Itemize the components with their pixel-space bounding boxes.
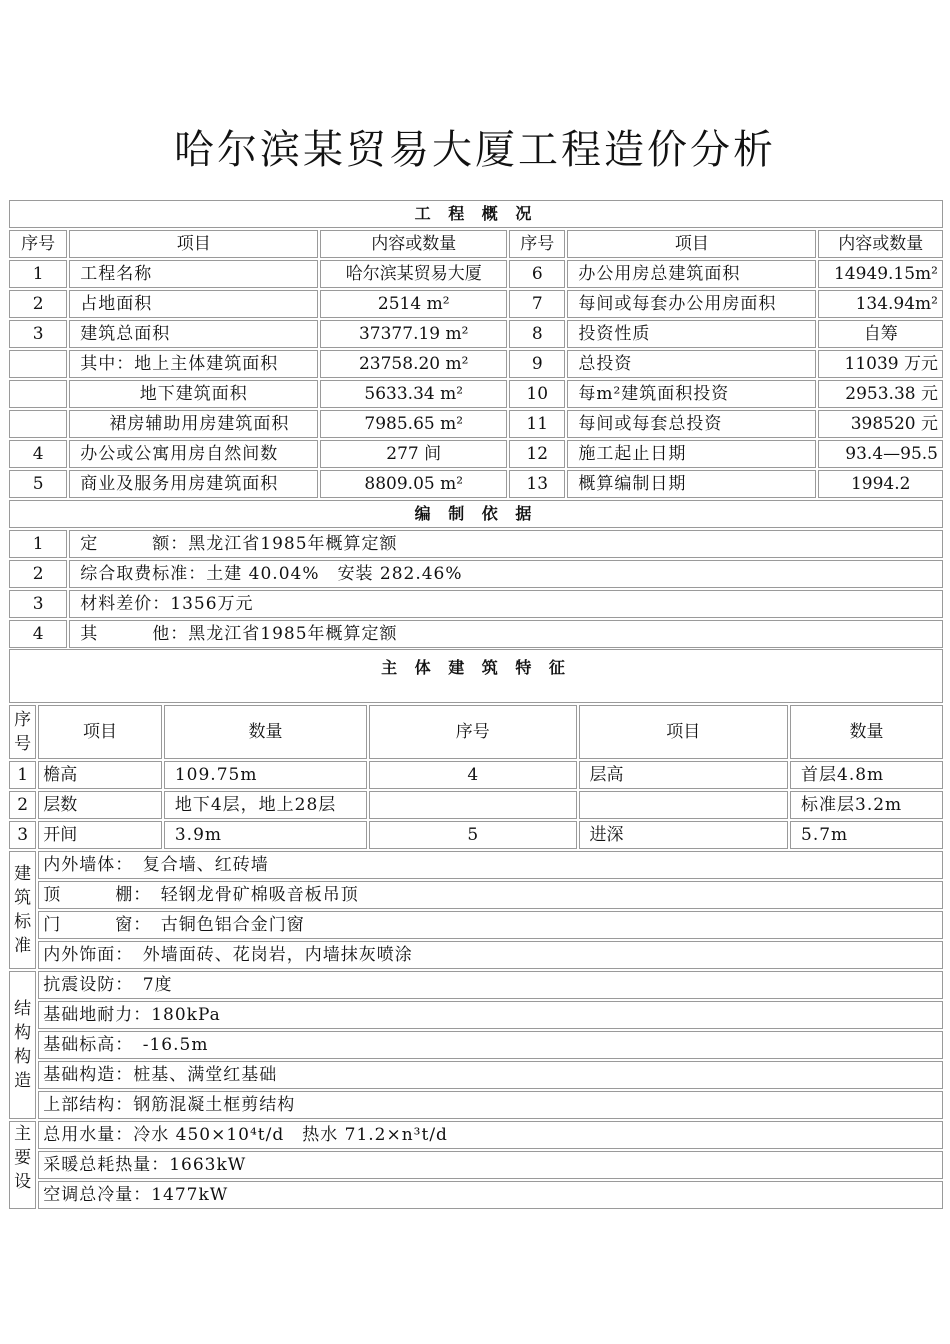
group-item: 空调总冷量：1477kW (38, 1181, 943, 1209)
row-no: 2 (9, 791, 36, 819)
table-row (9, 470, 943, 498)
table-row (9, 791, 943, 819)
row-item: 总投资 (567, 350, 816, 378)
row-no: 5 (369, 821, 576, 849)
row-value: 自筹 (818, 320, 943, 348)
row-no: 3 (9, 821, 36, 849)
row-no: 2 (9, 290, 67, 318)
row-item: 檐高 (38, 761, 162, 789)
row-no: 11 (509, 410, 565, 438)
group-row (9, 1031, 943, 1059)
group-label-equipment: 主要设 (9, 1121, 36, 1209)
overview-header-row (9, 230, 943, 258)
row-no: 3 (9, 590, 67, 618)
row-value: 2514 m² (320, 290, 507, 318)
row-item: 施工起止日期 (567, 440, 816, 468)
table-row (9, 410, 943, 438)
row-no (9, 380, 67, 408)
header-item: 项目 (69, 230, 318, 258)
group-item: 基础地耐力：180kPa (38, 1001, 943, 1029)
row-value: 277 间 (320, 440, 507, 468)
row-no: 3 (9, 320, 67, 348)
basis-text: 其 他：黑龙江省1985年概算定额 (69, 620, 943, 648)
row-item: 地下建筑面积 (69, 380, 318, 408)
header-qty: 数量 (164, 705, 367, 759)
header-no: 序号 (9, 230, 67, 258)
row-item: 商业及服务用房建筑面积 (69, 470, 318, 498)
overview-table (7, 198, 945, 650)
basis-text: 综合取费标准：土建 40.04% 安装 282.46% (69, 560, 943, 588)
basis-text: 定 额：黑龙江省1985年概算定额 (69, 530, 943, 558)
row-item: 层高 (579, 761, 789, 789)
group-item: 顶 棚： 轻钢龙骨矿棉吸音板吊顶 (38, 881, 943, 909)
row-no (9, 410, 67, 438)
row-value: 8809.05 m² (320, 470, 507, 498)
features-heading: 主 体 建 筑 特 征 (9, 649, 943, 703)
table-row (9, 440, 943, 468)
group-row (9, 1091, 943, 1119)
group-item: 门 窗： 古铜色铝合金门窗 (38, 911, 943, 939)
row-item: 占地面积 (69, 290, 318, 318)
row-item: 开间 (38, 821, 162, 849)
header-value: 内容或数量 (818, 230, 943, 258)
row-value: 93.4—95.5 (818, 440, 943, 468)
header-item: 项目 (38, 705, 162, 759)
row-value: 37377.19 m² (320, 320, 507, 348)
row-item: 概算编制日期 (567, 470, 816, 498)
group-row (9, 1001, 943, 1029)
row-value: 7985.65 m² (320, 410, 507, 438)
table-row (9, 821, 943, 849)
row-item: 每间或每套总投资 (567, 410, 816, 438)
row-item: 投资性质 (567, 320, 816, 348)
row-no: 1 (9, 530, 67, 558)
row-no: 4 (369, 761, 576, 789)
row-qty: 标准层3.2m (790, 791, 943, 819)
group-row (9, 1061, 943, 1089)
basis-row (9, 590, 943, 618)
features-table (7, 647, 945, 1211)
header-item: 项目 (567, 230, 816, 258)
row-item: 办公用房总建筑面积 (567, 260, 816, 288)
row-no: 13 (509, 470, 565, 498)
row-item: 裙房辅助用房建筑面积 (69, 410, 318, 438)
row-no: 1 (9, 260, 67, 288)
row-no: 5 (9, 470, 67, 498)
header-value: 内容或数量 (320, 230, 507, 258)
row-no: 2 (9, 560, 67, 588)
table-row (9, 290, 943, 318)
group-row (9, 911, 943, 939)
group-row (9, 941, 943, 969)
group-item: 抗震设防： 7度 (38, 971, 943, 999)
row-value: 哈尔滨某贸易大厦 (320, 260, 507, 288)
row-item: 工程名称 (69, 260, 318, 288)
header-no: 序号 (369, 705, 576, 759)
row-qty: 3.9m (164, 821, 367, 849)
group-label-building-standard: 建筑标准 (9, 851, 36, 969)
basis-row (9, 620, 943, 648)
group-item: 内外饰面： 外墙面砖、花岗岩，内墙抹灰喷涂 (38, 941, 943, 969)
group-row (9, 1181, 943, 1209)
row-qty: 109.75m (164, 761, 367, 789)
group-item: 基础标高： -16.5m (38, 1031, 943, 1059)
row-qty: 5.7m (790, 821, 943, 849)
row-value: 5633.34 m² (320, 380, 507, 408)
row-item (579, 791, 789, 819)
row-item: 建筑总面积 (69, 320, 318, 348)
row-value: 1994.2 (818, 470, 943, 498)
row-no (369, 791, 576, 819)
table-row (9, 320, 943, 348)
group-row (9, 1151, 943, 1179)
features-header-row (9, 705, 943, 759)
row-no (9, 350, 67, 378)
group-label-structure: 结构构造 (9, 971, 36, 1119)
table-row (9, 260, 943, 288)
basis-row (9, 530, 943, 558)
row-no: 10 (509, 380, 565, 408)
group-item: 采暖总耗热量：1663kW (38, 1151, 943, 1179)
row-item: 层数 (38, 791, 162, 819)
row-value: 398520 元 (818, 410, 943, 438)
row-qty: 首层4.8m (790, 761, 943, 789)
row-no: 8 (509, 320, 565, 348)
row-no: 4 (9, 620, 67, 648)
table-row (9, 350, 943, 378)
row-no: 4 (9, 440, 67, 468)
row-no: 12 (509, 440, 565, 468)
group-item: 上部结构：钢筋混凝土框剪结构 (38, 1091, 943, 1119)
group-item: 总用水量：冷水 450×10⁴t/d 热水 71.2×n³t/d (38, 1121, 943, 1149)
basis-heading: 编 制 依 据 (9, 500, 943, 528)
row-qty: 地下4层，地上28层 (164, 791, 367, 819)
group-row (9, 851, 943, 879)
header-no: 序号 (9, 705, 36, 759)
row-no: 6 (509, 260, 565, 288)
row-item: 其中：地上主体建筑面积 (69, 350, 318, 378)
row-value: 14949.15m² (818, 260, 943, 288)
basis-text: 材料差价：1356万元 (69, 590, 943, 618)
row-no: 7 (509, 290, 565, 318)
group-row (9, 881, 943, 909)
row-value: 11039 万元 (818, 350, 943, 378)
row-item: 办公或公寓用房自然间数 (69, 440, 318, 468)
header-no: 序号 (509, 230, 565, 258)
row-no: 9 (509, 350, 565, 378)
row-value: 134.94m² (818, 290, 943, 318)
group-row (9, 1121, 943, 1149)
group-item: 内外墙体： 复合墙、红砖墙 (38, 851, 943, 879)
row-item: 进深 (579, 821, 789, 849)
group-item: 基础构造：桩基、满堂红基础 (38, 1061, 943, 1089)
row-item: 每m²建筑面积投资 (567, 380, 816, 408)
header-qty: 数量 (790, 705, 943, 759)
row-value: 2953.38 元 (818, 380, 943, 408)
row-value: 23758.20 m² (320, 350, 507, 378)
basis-row (9, 560, 943, 588)
overview-heading: 工 程 概 况 (9, 200, 943, 228)
group-row (9, 971, 943, 999)
row-item: 每间或每套办公用房面积 (567, 290, 816, 318)
header-item: 项目 (579, 705, 789, 759)
document-title: 哈尔滨某贸易大厦工程造价分析 (174, 127, 776, 173)
table-row (9, 380, 943, 408)
row-no: 1 (9, 761, 36, 789)
table-row (9, 761, 943, 789)
